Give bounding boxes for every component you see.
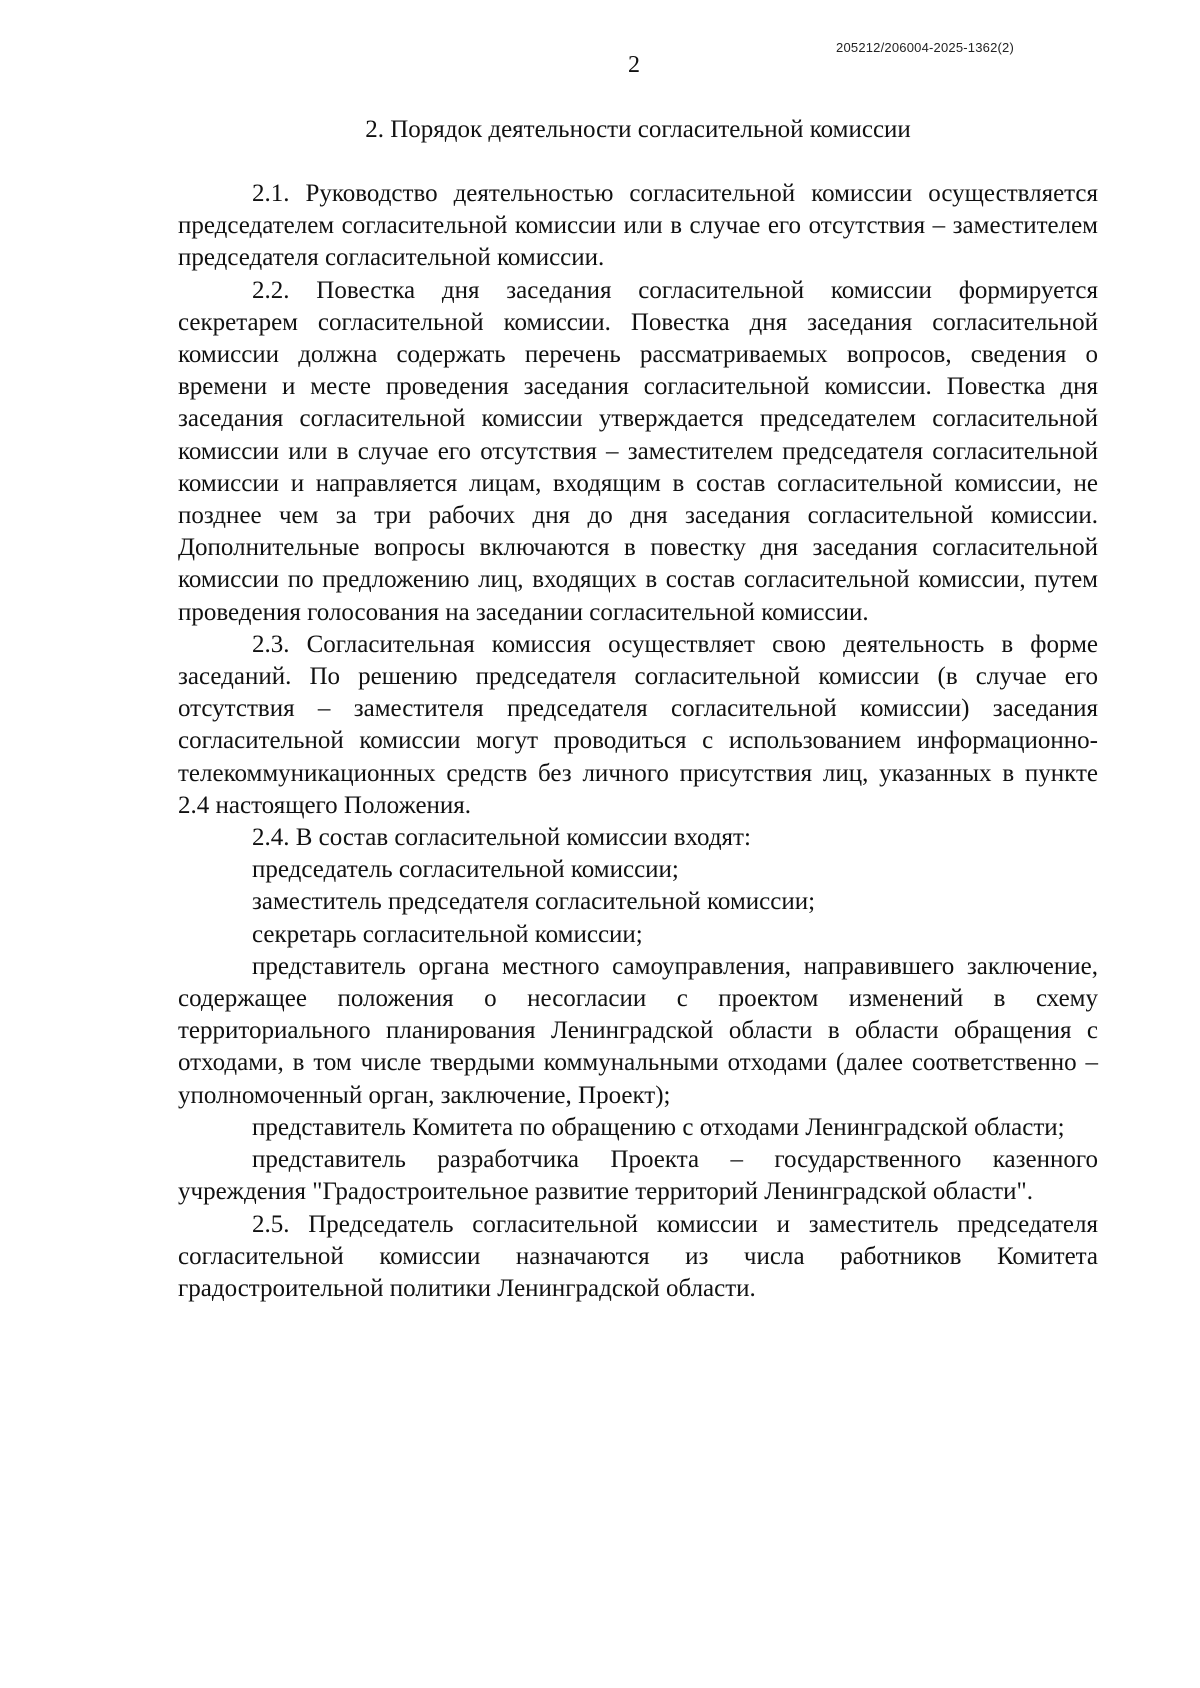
document-body — [178, 178, 1098, 1305]
list-item-deputy-chairman: заместитель председателя согласительной комиссии; — [252, 888, 816, 916]
list-item-secretary: секретарь согласительной комиссии; — [252, 920, 643, 948]
paragraph-2-1: 2.1. Руководство деятельностью согласительной комиссии осуществляется председателем согласительной комиссии или в случае его отсутствия – заместителем председателя согласительной комиссии. — [178, 180, 1098, 272]
section-title: 2. Порядок деятельности согласительной комиссии — [365, 116, 911, 143]
paragraph-2-3: 2.3. Согласительная комиссия осуществляет свою деятельность в форме заседаний. По решению председателя согласительной комиссии (в случае его отсутствия – заместителя председателя согласительной комиссии) заседания согласительной комиссии могут проводиться с использованием информационно-телекоммуникационных средств без личного присутствия лиц, указанных в пункте 2.4 настоящего Положения. — [178, 630, 1098, 819]
paragraph-2-5: 2.5. Председатель согласительной комиссии и заместитель председателя согласительной комиссии назначаются из числа работников Комитета градостроительной политики Ленинградской области. — [178, 1210, 1098, 1302]
list-item-local-authority-representative: представитель органа местного самоуправления, направившего заключение, содержащее положения о несогласии с проектом изменений в схему территориального планирования Ленинградской области в области обращения с отходами, в том числе твердыми коммунальными отходами (далее соответственно – уполномоченный орган, заключение, Проект); — [178, 952, 1098, 1109]
list-item-chairman: председатель согласительной комиссии; — [252, 856, 679, 884]
list-item-developer-representative: представитель разработчика Проекта – государственного казенного учреждения "Градостроительное развитие территорий Ленинградской области". — [178, 1146, 1098, 1206]
paragraph-2-2: 2.2. Повестка дня заседания согласительной комиссии формируется секретарем согласительной комиссии. Повестка дня заседания согласительной комиссии должна содержать перечень рассматриваемых вопросов, сведения о времени и месте проведения заседания согласительной комиссии. Повестка дня заседания согласительной комиссии утверждается председателем согласительной комиссии или в случае его отсутствия – заместителем председателя согласительной комиссии и направляется лицам, входящим в состав согласительной комиссии, не позднее чем за три рабочих дня до дня заседания согласительной комиссии. Дополнительные вопросы включаются в повестку дня заседания согласительной комиссии по предложению лиц, входящих в состав согласительной комиссии, путем проведения голосования на заседании согласительной комиссии. — [178, 276, 1098, 626]
list-item-waste-committee-representative: представитель Комитета по обращению с отходами Ленинградской области; — [252, 1113, 1065, 1141]
page-number: 2 — [628, 52, 640, 78]
paragraph-2-4: 2.4. В состав согласительной комиссии входят: — [252, 824, 751, 852]
document-registration-number: 205212/206004-2025-1362(2) — [836, 40, 1014, 55]
